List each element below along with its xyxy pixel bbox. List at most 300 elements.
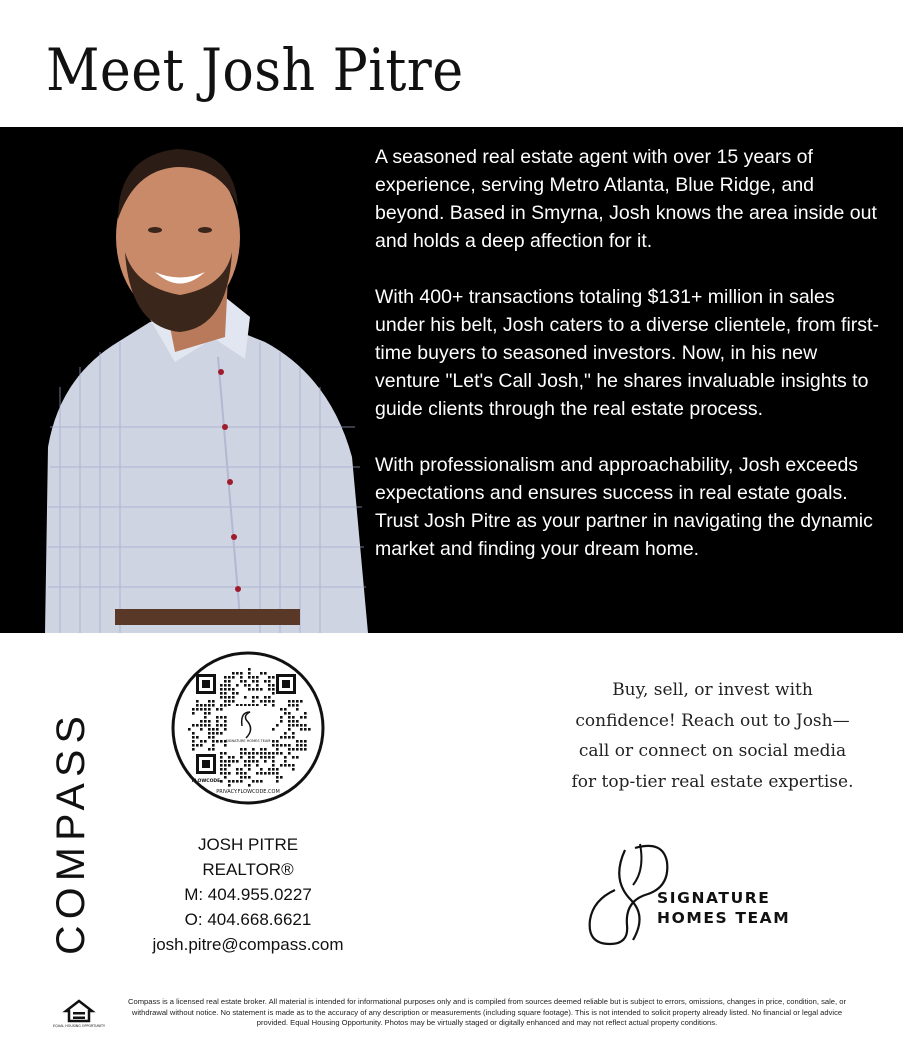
qr-module	[268, 772, 271, 775]
qr-module	[264, 752, 267, 755]
qr-module	[224, 696, 227, 699]
qr-module	[256, 676, 259, 679]
qr-module	[192, 724, 195, 727]
qr-module	[260, 780, 263, 783]
qr-module	[304, 712, 307, 715]
qr-module	[292, 768, 295, 771]
qr-module	[300, 728, 303, 731]
qr-module	[252, 700, 255, 703]
qr-module	[192, 712, 195, 715]
qr-module	[256, 696, 259, 699]
qr-module	[292, 716, 295, 719]
qr-module	[252, 760, 255, 763]
qr-module	[220, 772, 223, 775]
qr-module	[260, 672, 263, 675]
qr-module	[216, 708, 219, 711]
qr-module	[228, 760, 231, 763]
qr-module	[252, 752, 255, 755]
qr-module	[272, 772, 275, 775]
qr-module	[248, 752, 251, 755]
bio	[375, 143, 880, 591]
qr-module	[228, 764, 231, 767]
qr-module	[248, 784, 251, 787]
qr-module	[304, 724, 307, 727]
qr-module	[224, 704, 227, 707]
qr-module	[292, 704, 295, 707]
qr-module	[224, 700, 227, 703]
qr-module	[276, 752, 279, 755]
qr-module	[216, 728, 219, 731]
qr-module	[260, 752, 263, 755]
qr-module	[304, 744, 307, 747]
qr-module	[224, 676, 227, 679]
qr-module	[224, 688, 227, 691]
qr-module	[276, 780, 279, 783]
qr-module	[240, 776, 243, 779]
qr-module	[256, 760, 259, 763]
qr-module	[260, 700, 263, 703]
qr-module	[224, 744, 227, 747]
qr-module	[268, 756, 271, 759]
qr-module	[260, 768, 263, 771]
qr-module	[284, 712, 287, 715]
qr-module	[204, 712, 207, 715]
qr-module	[264, 756, 267, 759]
qr-module	[260, 748, 263, 751]
qr-module	[208, 736, 211, 739]
qr-module	[280, 744, 283, 747]
qr-module	[240, 676, 243, 679]
qr-module	[220, 708, 223, 711]
qr-module	[272, 764, 275, 767]
qr-module	[212, 740, 215, 743]
qr-module	[272, 756, 275, 759]
qr-module	[296, 744, 299, 747]
qr-module	[252, 676, 255, 679]
hero-band	[0, 127, 903, 633]
qr-module	[284, 744, 287, 747]
qr-module	[272, 740, 275, 743]
qr-module	[220, 760, 223, 763]
qr-module	[192, 736, 195, 739]
qr-module	[192, 748, 195, 751]
qr-module	[272, 768, 275, 771]
agent-role: REALTOR®	[202, 860, 294, 879]
qr-module	[276, 724, 279, 727]
qr-module	[232, 676, 235, 679]
qr-module	[224, 772, 227, 775]
qr-module	[248, 684, 251, 687]
qr-module	[232, 672, 235, 675]
qr-module	[264, 696, 267, 699]
qr-module	[264, 748, 267, 751]
qr-module	[280, 736, 283, 739]
mobile-phone[interactable]: M: 404.955.0227	[184, 885, 312, 904]
qr-module	[236, 684, 239, 687]
qr-module	[284, 736, 287, 739]
qr-module	[248, 768, 251, 771]
qr-module	[204, 704, 207, 707]
qr-module	[236, 692, 239, 695]
qr-module	[252, 756, 255, 759]
qr-module	[196, 736, 199, 739]
qr-module	[224, 764, 227, 767]
qr-module	[212, 728, 215, 731]
contact-block	[130, 832, 366, 957]
eho-label: EQUAL HOUSING OPPORTUNITY	[53, 1024, 105, 1028]
qr-module	[296, 720, 299, 723]
qr-module	[256, 764, 259, 767]
qr-module	[288, 728, 291, 731]
qr-module	[196, 708, 199, 711]
qr-module	[244, 764, 247, 767]
qr-module	[288, 712, 291, 715]
team-name-line1: SIGNATURE	[657, 889, 771, 907]
qr-module	[272, 760, 275, 763]
qr-module	[216, 732, 219, 735]
qr-module	[236, 672, 239, 675]
qr-module	[204, 720, 207, 723]
team-name-line2: HOMES TEAM	[657, 909, 791, 927]
qr-module	[228, 684, 231, 687]
qr-module	[260, 756, 263, 759]
qr-module	[248, 676, 251, 679]
agent-portrait	[0, 127, 372, 633]
qr-module	[296, 700, 299, 703]
bio-paragraph: A seasoned real estate agent with over 15 years of experience, serving Metro Atlanta, Blue Ridge, and beyond. Based in Smyrna, Josh knows the area inside out and holds a deep affection for it.	[375, 146, 877, 252]
qr-module	[204, 724, 207, 727]
qr-module	[288, 736, 291, 739]
bio-paragraph: With 400+ transactions totaling $131+ million in sales under his belt, Josh caters to a diverse clientele, from first-time buyers to seasoned investors. Now, in his new venture "Let's Call Josh," he shares invaluable insights to guide clients through the real estate process.	[375, 286, 879, 420]
qr-module	[276, 740, 279, 743]
qr-module	[240, 680, 243, 683]
qr-module	[212, 744, 215, 747]
qr-module	[220, 740, 223, 743]
qr-module	[220, 704, 223, 707]
qr-module	[224, 716, 227, 719]
qr-module	[208, 700, 211, 703]
qr-module	[208, 724, 211, 727]
qr-module	[232, 760, 235, 763]
qr-module	[228, 700, 231, 703]
qr-module	[280, 720, 283, 723]
tagline-line: for top-tier real estate expertise.	[571, 771, 854, 792]
qr-module	[212, 700, 215, 703]
bio-paragraph: With professionalism and approachability, Josh exceeds expectations and ensures success in real estate goals. Trust Josh Pitre as your partner in navigating the dynamic market and finding your dream home.	[375, 454, 873, 560]
qr-module	[248, 764, 251, 767]
qr-module	[224, 768, 227, 771]
qr-module	[220, 716, 223, 719]
qr-module	[244, 760, 247, 763]
qr-module	[228, 772, 231, 775]
qr-module	[256, 752, 259, 755]
qr-module	[208, 708, 211, 711]
page-title: Meet Josh Pitre	[46, 36, 464, 104]
qr-module	[220, 756, 223, 759]
qr-module	[256, 688, 259, 691]
qr-module	[272, 700, 275, 703]
qr-module	[216, 716, 219, 719]
qr-module	[268, 684, 271, 687]
qr-module	[268, 688, 271, 691]
qr-module	[220, 692, 223, 695]
qr-module	[276, 744, 279, 747]
qr-module	[204, 716, 207, 719]
office-phone[interactable]: O: 404.668.6621	[184, 910, 312, 929]
qr-module	[300, 744, 303, 747]
qr-badge: FLOWCODE	[191, 779, 221, 784]
qr-module	[280, 776, 283, 779]
qr-module	[280, 716, 283, 719]
qr-module	[244, 696, 247, 699]
email-link[interactable]: josh.pitre@compass.com	[152, 935, 344, 954]
team-name	[657, 888, 790, 928]
qr-module	[208, 720, 211, 723]
qr-module	[200, 740, 203, 743]
qr-module	[276, 748, 279, 751]
qr-module	[304, 748, 307, 751]
qr-module	[272, 728, 275, 731]
qr-module	[244, 752, 247, 755]
qr-module	[300, 700, 303, 703]
qr-module	[236, 780, 239, 783]
qr-module	[260, 688, 263, 691]
qr-module	[212, 704, 215, 707]
qr-module	[252, 748, 255, 751]
qr-module	[224, 760, 227, 763]
qr-module	[228, 680, 231, 683]
qr-module	[224, 692, 227, 695]
qr-module	[248, 672, 251, 675]
tagline	[555, 675, 870, 797]
qr-module	[248, 668, 251, 671]
qr-module	[296, 748, 299, 751]
qr-module	[292, 724, 295, 727]
qr-module	[248, 756, 251, 759]
qr-module	[216, 720, 219, 723]
qr-module	[224, 724, 227, 727]
compass-logo	[10, 705, 120, 955]
qr-module	[224, 752, 227, 755]
qr-module	[296, 704, 299, 707]
qr-module	[268, 680, 271, 683]
qr-module	[272, 688, 275, 691]
qr-module	[236, 768, 239, 771]
qr-module	[216, 724, 219, 727]
qr-module	[308, 728, 311, 731]
qr-module	[244, 680, 247, 683]
qr-module	[200, 720, 203, 723]
tagline-line: Buy, sell, or invest with	[612, 680, 813, 700]
qr-module	[252, 680, 255, 683]
qr-module	[300, 748, 303, 751]
qr-module	[232, 780, 235, 783]
qr-module	[212, 736, 215, 739]
qr-module	[272, 752, 275, 755]
qr-module	[264, 700, 267, 703]
qr-module	[268, 696, 271, 699]
qr-module	[192, 708, 195, 711]
qr-module	[284, 764, 287, 767]
qr-module	[240, 756, 243, 759]
qr-module	[236, 772, 239, 775]
qr-module	[264, 672, 267, 675]
qr-module	[228, 780, 231, 783]
qr-module	[224, 720, 227, 723]
equal-housing-icon	[53, 997, 105, 1029]
qr-module	[256, 772, 259, 775]
legal-disclaimer: Compass is a licensed real estate broker. All material is intended for informational purposes only and is compiled from sources deemed reliable but is subject to errors, omissions, changes in price, condition, sale, or withdrawal without notice. No statement is made as to the accuracy of any description or measurements (including square footage). This is not intended to solicit property already listed. No financial or legal advice provided. Equal Housing Opportunity. Photos may be virtually staged or digitally enhanced and may not reflect actual property conditions.	[128, 997, 846, 1027]
qr-module	[240, 748, 243, 751]
qr-module	[272, 704, 275, 707]
qr-module	[212, 748, 215, 751]
qr-module	[284, 760, 287, 763]
qr-url-text: PRIVACY.FLOWCODE.COM	[216, 789, 280, 795]
qr-module	[232, 700, 235, 703]
qr-module	[264, 760, 267, 763]
qr-module	[288, 752, 291, 755]
qr-module	[228, 688, 231, 691]
agent-name: JOSH PITRE	[197, 835, 299, 854]
qr-module	[188, 728, 191, 731]
qr-module	[288, 704, 291, 707]
qr-module	[288, 720, 291, 723]
qr-module	[292, 748, 295, 751]
qr-module	[288, 700, 291, 703]
qr-module	[224, 680, 227, 683]
qr-module	[232, 756, 235, 759]
tagline-line: call or connect on social media	[578, 741, 847, 761]
qr-module	[228, 756, 231, 759]
qr-module	[208, 732, 211, 735]
qr-module	[276, 776, 279, 779]
qr-module	[300, 724, 303, 727]
qr-module	[208, 748, 211, 751]
qr-module	[240, 752, 243, 755]
qr-module	[272, 744, 275, 747]
qr-module	[264, 680, 267, 683]
qr-module	[228, 784, 231, 787]
qr-module	[220, 688, 223, 691]
qr-module	[296, 708, 299, 711]
qr-module	[252, 696, 255, 699]
qr-module	[268, 676, 271, 679]
qr-module	[280, 752, 283, 755]
qr-module	[292, 720, 295, 723]
qr-module	[204, 708, 207, 711]
qr-module	[304, 740, 307, 743]
qr-module	[272, 684, 275, 687]
qr-module	[272, 676, 275, 679]
qr-module	[200, 724, 203, 727]
qr-module	[304, 728, 307, 731]
qr-module	[200, 704, 203, 707]
qr-module	[212, 732, 215, 735]
qr-module	[256, 680, 259, 683]
qr-module	[296, 740, 299, 743]
qr-module	[260, 772, 263, 775]
qr-module	[208, 704, 211, 707]
qr-module	[276, 768, 279, 771]
qr-module	[220, 752, 223, 755]
qr-module	[300, 740, 303, 743]
qr-module	[232, 696, 235, 699]
qr-module	[292, 764, 295, 767]
qr-code[interactable]	[170, 650, 326, 806]
qr-module	[244, 776, 247, 779]
qr-module	[296, 724, 299, 727]
qr-module	[240, 672, 243, 675]
qr-module	[284, 732, 287, 735]
qr-module	[196, 704, 199, 707]
qr-module	[292, 732, 295, 735]
qr-module	[216, 740, 219, 743]
qr-module	[208, 728, 211, 731]
qr-module	[296, 756, 299, 759]
qr-module	[220, 764, 223, 767]
qr-module	[232, 692, 235, 695]
qr-module	[224, 776, 227, 779]
qr-module	[220, 696, 223, 699]
qr-module	[208, 712, 211, 715]
qr-module	[268, 700, 271, 703]
qr-module	[224, 684, 227, 687]
qr-module	[288, 748, 291, 751]
qr-module	[288, 716, 291, 719]
qr-module	[228, 676, 231, 679]
qr-module	[228, 696, 231, 699]
qr-module	[240, 772, 243, 775]
qr-module	[280, 708, 283, 711]
qr-module	[276, 772, 279, 775]
qr-module	[224, 728, 227, 731]
qr-module	[196, 744, 199, 747]
qr-module	[280, 764, 283, 767]
qr-module	[232, 688, 235, 691]
qr-module	[288, 764, 291, 767]
qr-module	[196, 724, 199, 727]
qr-module	[220, 684, 223, 687]
qr-module	[220, 768, 223, 771]
qr-module	[204, 740, 207, 743]
qr-module	[244, 748, 247, 751]
qr-module	[300, 716, 303, 719]
qr-module	[220, 780, 223, 783]
qr-module	[288, 744, 291, 747]
compass-logo-text: COMPASS	[49, 715, 93, 955]
qr-module	[264, 772, 267, 775]
qr-module	[248, 688, 251, 691]
qr-module	[252, 780, 255, 783]
qr-module	[248, 760, 251, 763]
qr-module	[240, 768, 243, 771]
qr-module	[244, 684, 247, 687]
qr-module	[288, 724, 291, 727]
qr-module	[236, 760, 239, 763]
qr-module	[220, 724, 223, 727]
qr-module	[292, 756, 295, 759]
qr-module	[292, 736, 295, 739]
qr-module	[192, 740, 195, 743]
qr-module	[256, 684, 259, 687]
qr-module	[240, 780, 243, 783]
qr-module	[256, 780, 259, 783]
qr-module	[196, 700, 199, 703]
qr-module	[292, 700, 295, 703]
qr-module	[268, 768, 271, 771]
qr-module	[192, 744, 195, 747]
qr-module	[220, 732, 223, 735]
